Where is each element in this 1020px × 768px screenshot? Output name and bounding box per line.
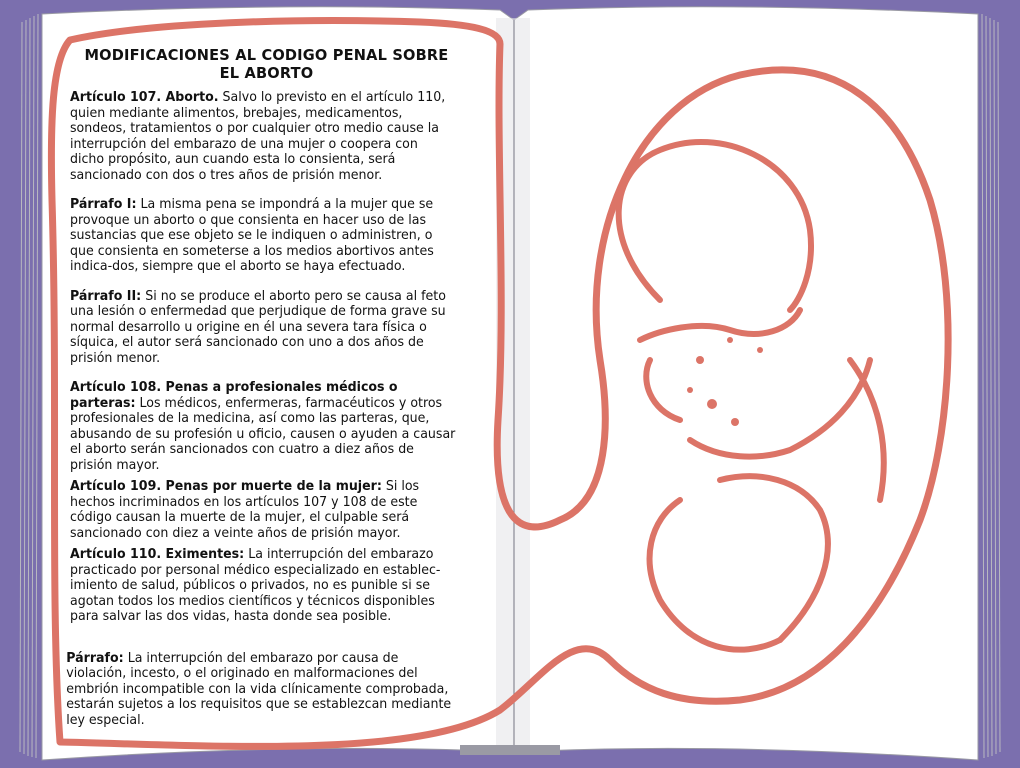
article-110-heading: Artículo 110. Eximentes: bbox=[70, 547, 245, 562]
paragraph-ii bbox=[70, 289, 455, 367]
article-107-heading: Artículo 107. Aborto. bbox=[70, 90, 219, 105]
article-108 bbox=[70, 380, 455, 473]
paragraph-ii-heading: Párrafo II: bbox=[70, 288, 142, 304]
page-title: MODIFICACIONES AL CODIGO PENAL SOBRE EL ABORTO bbox=[84, 46, 449, 82]
paragraph-final-heading: Párrafo: bbox=[66, 650, 124, 666]
paragraph-i bbox=[70, 197, 455, 275]
article-107-body: Salvo lo previsto en el artículo 110, quien mediante alimentos, brebajes, medicamentos, sondeos, tratamientos o por cualquier otro medio cause la interrupción del embarazo de una mujer o coopera con dicho propósito, aun cuando esta lo consienta, será sancionado con dos o tres años de prisión menor. bbox=[70, 90, 446, 183]
paragraph-i-body: La misma pena se impondrá a la mujer que se provoque un aborto o que consienta en hacer uso de las sustancias que ese objeto se le indiquen o administren, o que consienta en someterse a los medios abortivos antes indica-dos, siempre que el aborto se haya efectuado. bbox=[70, 197, 434, 274]
article-107 bbox=[70, 90, 455, 183]
paragraph-final-body: La interrupción del embarazo por causa de violación, incesto, o el originado en malformaciones del embrión incompatible con la vida clínicamente comprobada, estarán sujetos a los requisitos que se establezcan mediante ley especial. bbox=[66, 650, 452, 728]
article-109-body: Si los hechos incriminados en los artículos 107 y 108 de este código causan la muerte de la mujer, el culpable será sancionado con diez a veinte años de prisión mayor. bbox=[70, 479, 420, 541]
article-109-heading: Artículo 109. Penas por muerte de la mujer: bbox=[70, 479, 382, 494]
article-109 bbox=[70, 479, 455, 541]
paragraph-final bbox=[66, 651, 455, 729]
left-page-text bbox=[66, 46, 456, 742]
article-110-body: La interrupción del embarazo practicado por personal médico especializado en establec-imiento de salud, públicos o privados, no es punible si se agotan todos los medios científicos y técnicos disponibles para salvar las dos vidas, hasta donde sea posible. bbox=[70, 547, 441, 624]
paragraph-ii-body: Si no se produce el aborto pero se causa al feto una lesión o enfermedad que perjudique de forma grave su normal desarrollo u origine en él una severa tara física o síquica, el autor será sancionado con uno a dos años de prisión menor. bbox=[70, 288, 446, 366]
article-108-heading: Artículo 108. Penas a profesionales médicos o parteras: bbox=[70, 380, 398, 411]
article-110 bbox=[70, 547, 455, 625]
article-108-body: Los médicos, enfermeras, farmacéuticos y otros profesionales de la medicina, así como las parteras, que, abusando de su profesión u oficio, causen o ayuden a causar el aborto serán sancionados con cuatro a diez años de prisión mayor. bbox=[70, 395, 456, 473]
paragraph-i-heading: Párrafo I: bbox=[70, 197, 137, 212]
spine-bottom bbox=[460, 745, 560, 755]
